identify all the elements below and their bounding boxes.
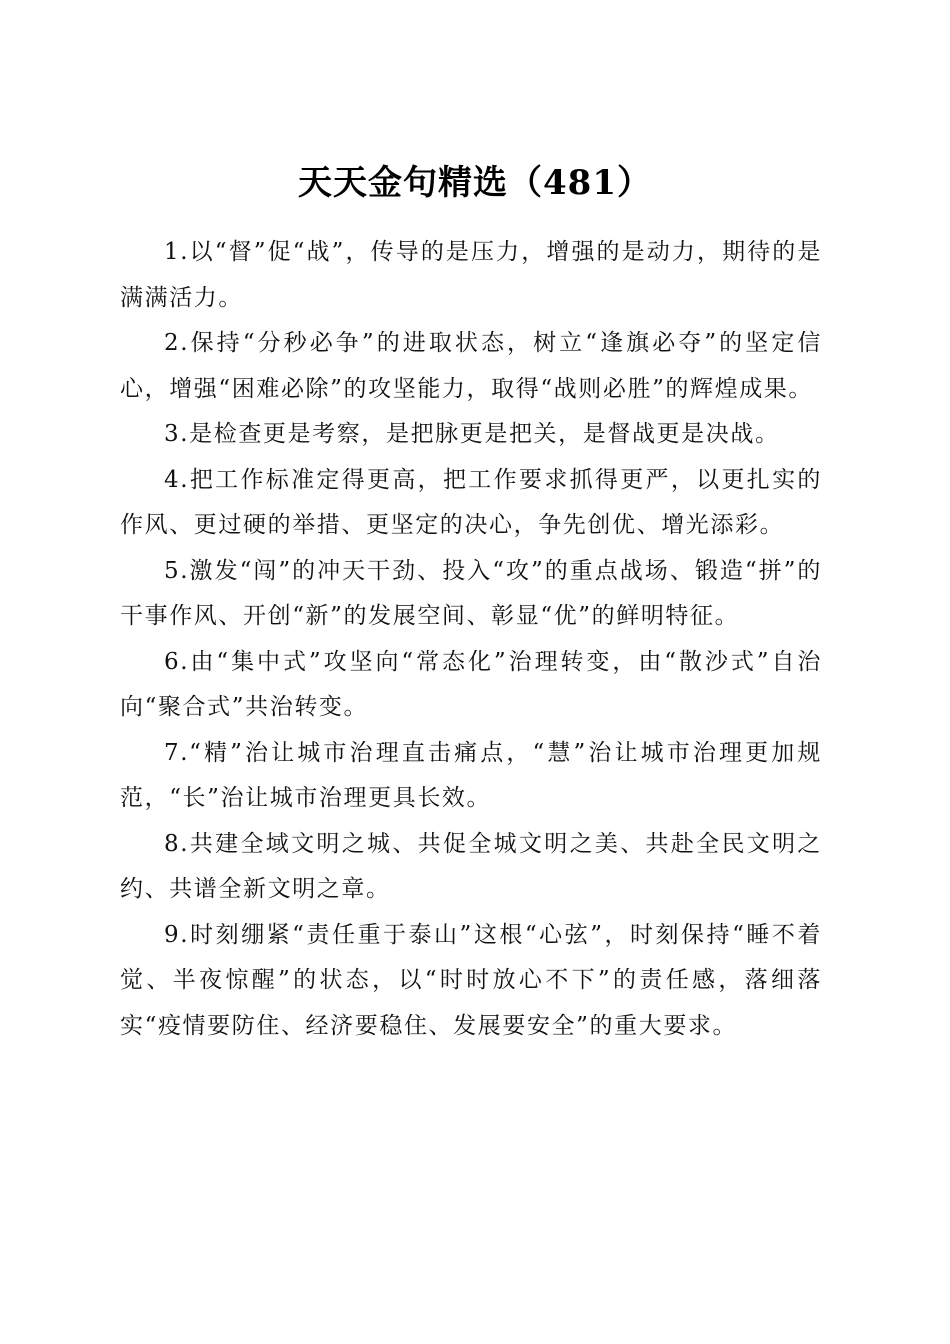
paragraph-3: 3.是检查更是考察，是把脉更是把关，是督战更是决战。 [164, 421, 780, 447]
paragraph-4: 4.把工作标准定得更高，把工作要求抓得更严，以更扎实的作风、更过硬的举措、更坚定的决心，争先创优、增光添彩。 [120, 466, 822, 538]
paragraph-6: 6.由“集中式”攻坚向“常态化”治理转变，由“散沙式”自治向“聚合式”共治转变。 [120, 648, 822, 720]
paragraph-1: 1.以“督”促“战”，传导的是压力，增强的是动力，期待的是满满活力。 [120, 239, 822, 311]
paragraph-9: 9.时刻绷紧“责任重于泰山”这根“心弦”，时刻保持“睡不着觉、半夜惊醒”的状态，以“时时放心不下”的责任感，落细落实“疫情要防住、经济要稳住、发展要安全”的重大要求。 [120, 921, 822, 1039]
paragraph-8: 8.共建全域文明之城、共促全城文明之美、共赴全民文明之约、共谱全新文明之章。 [120, 830, 822, 902]
paragraph-7: 7.“精”治让城市治理直击痛点，“慧”治让城市治理更加规范，“长”治让城市治理更具长效。 [120, 739, 822, 811]
document-title: 天天金句精选（481） [298, 162, 652, 203]
paragraph-2: 2.保持“分秒必争”的进取状态，树立“逢旗必夺”的坚定信心，增强“困难必除”的攻坚能力，取得“战则必胜”的辉煌成果。 [120, 330, 822, 402]
paragraph-5: 5.激发“闯”的冲天干劲、投入“攻”的重点战场、锻造“拼”的干事作风、开创“新”的发展空间、彰显“优”的鲜明特征。 [120, 557, 822, 629]
document-body [120, 230, 822, 1049]
